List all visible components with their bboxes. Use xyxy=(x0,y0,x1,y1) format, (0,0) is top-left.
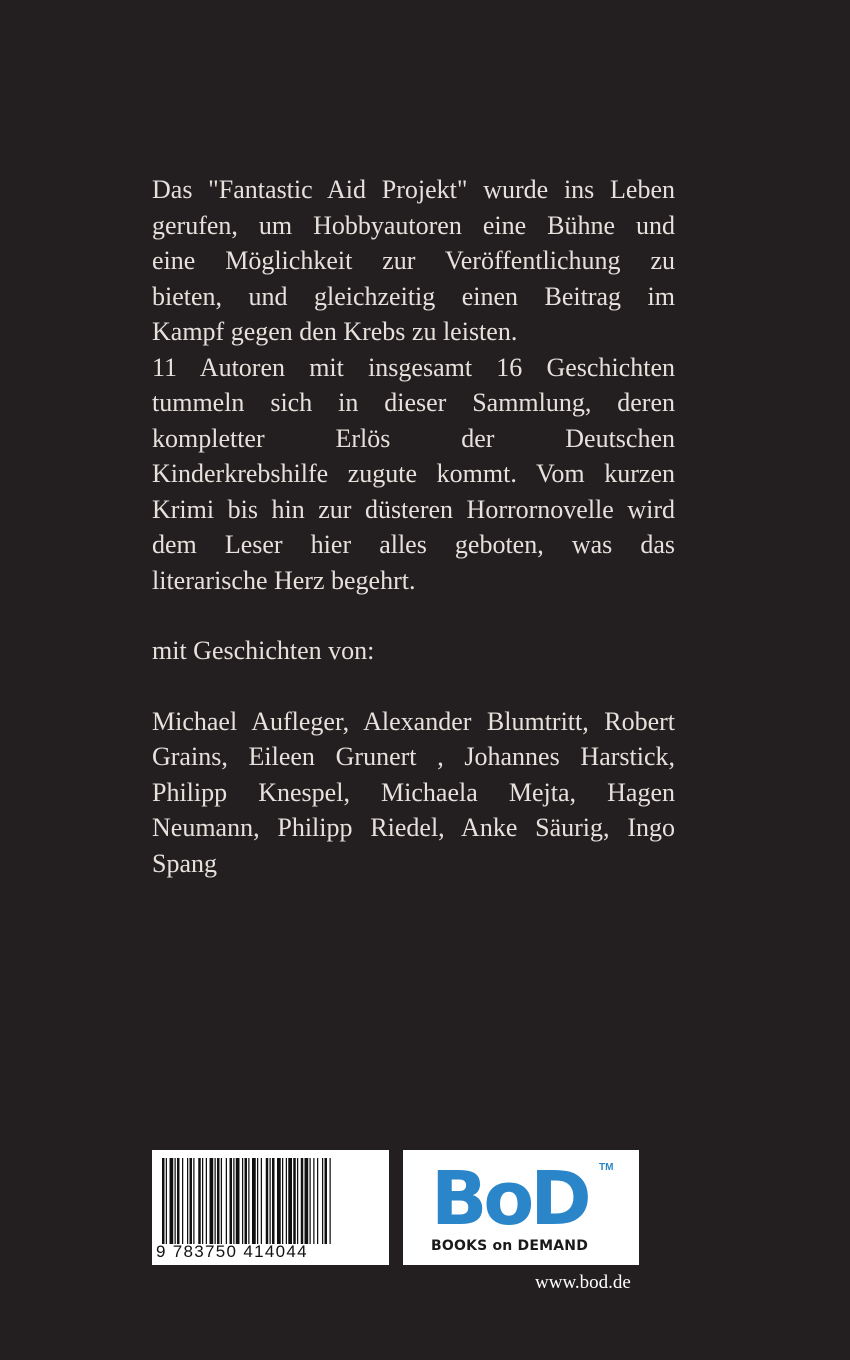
trademark-mark: TM xyxy=(599,1162,614,1173)
blurb-line: kompletter Erlös der Deutschen xyxy=(152,423,675,453)
barcode-bar xyxy=(330,1158,331,1244)
barcode-bar xyxy=(162,1158,165,1244)
blurb-line: Kinderkrebshilfe zugute kommt. Vom kurzen xyxy=(152,459,675,488)
authors-line: Grains, Eileen Grunert , Johannes Harstick, xyxy=(152,742,675,771)
barcode-bar xyxy=(261,1158,262,1244)
barcode-bar xyxy=(221,1158,222,1244)
barcode-bars xyxy=(162,1158,379,1244)
authors-line: Michael Aufleger, Alexander Blumtritt, Robert xyxy=(152,706,675,736)
blurb-line: dem Leser hier alles geboten, was das xyxy=(152,530,675,559)
barcode-bar xyxy=(245,1158,248,1244)
barcode-bar xyxy=(277,1158,281,1244)
blurb-line: Krimi bis hin zur düsteren Horrornovelle wird xyxy=(152,494,675,524)
blurb-line: gerufen, um Hobbyautoren eine Bühne und xyxy=(152,210,675,240)
authors-heading: mit Geschichten von: xyxy=(152,636,375,665)
bod-logo: BoD xyxy=(431,1156,588,1242)
barcode-bar xyxy=(313,1158,314,1244)
barcode-bar xyxy=(293,1158,296,1244)
barcode-bar xyxy=(215,1158,216,1244)
publisher-tagline: BOOKS on DEMAND xyxy=(431,1238,589,1254)
barcode-bar xyxy=(236,1158,240,1244)
barcode-bar xyxy=(187,1158,188,1244)
blurb-line: eine Möglichkeit zur Veröffentlichung zu xyxy=(152,246,675,275)
barcode-bar xyxy=(170,1158,174,1244)
barcode-bar xyxy=(266,1158,269,1244)
barcode-bar xyxy=(270,1158,271,1244)
authors-line: Spang xyxy=(152,848,217,878)
barcode-bar xyxy=(166,1158,167,1244)
barcode-bar xyxy=(252,1158,256,1244)
isbn-digits: 9 783750 414044 xyxy=(156,1242,308,1261)
blurb-line: bieten, und gleichzeitig einen Beitrag im xyxy=(152,281,675,311)
blurb-line: Kampf gegen den Krebs zu leisten. xyxy=(152,317,518,346)
barcode-bar xyxy=(217,1158,220,1244)
barcode-bar xyxy=(226,1158,227,1244)
barcode-bar xyxy=(286,1158,287,1244)
barcode-bar xyxy=(301,1158,304,1244)
barcode-bar xyxy=(182,1158,183,1244)
barcode-bar xyxy=(282,1158,283,1244)
barcode-bar xyxy=(190,1158,193,1244)
barcode-bar xyxy=(305,1158,309,1244)
blurb-line: 11 Autoren mit insgesamt 16 Geschichten xyxy=(152,352,675,382)
back-cover-text xyxy=(152,172,675,881)
barcode-bar xyxy=(297,1158,298,1244)
barcode-bar xyxy=(233,1158,234,1244)
barcode-bar xyxy=(230,1158,233,1244)
barcode-bar xyxy=(317,1158,318,1244)
publisher-logo-box xyxy=(403,1150,639,1265)
barcode-bar xyxy=(175,1158,176,1244)
barcode-bar xyxy=(202,1158,203,1244)
barcode-bar xyxy=(210,1158,214,1244)
publisher-url: www.bod.de xyxy=(535,1272,631,1293)
barcode-bar xyxy=(193,1158,194,1244)
barcode-bar xyxy=(257,1158,258,1244)
barcode-bar xyxy=(310,1158,311,1244)
authors-line: Neumann, Philipp Riedel, Anke Säurig, Ingo xyxy=(152,813,675,842)
blurb-line: literarische Herz begehrt. xyxy=(152,565,416,595)
barcode-bar xyxy=(177,1158,180,1244)
barcode-bar xyxy=(248,1158,249,1244)
authors-line: Philipp Knespel, Michaela Mejta, Hagen xyxy=(152,777,675,807)
barcode-bar xyxy=(272,1158,275,1244)
barcode-bar xyxy=(322,1158,323,1244)
barcode-bar xyxy=(198,1158,201,1244)
barcode-bar xyxy=(206,1158,207,1244)
blurb-line: Das "Fantastic Aid Projekt" wurde ins Leben xyxy=(152,175,675,204)
barcode-bar xyxy=(325,1158,328,1244)
barcode-bar xyxy=(288,1158,292,1244)
isbn-barcode xyxy=(152,1150,389,1265)
barcode-bar xyxy=(242,1158,243,1244)
blurb-line: tummeln sich in dieser Sammlung, deren xyxy=(152,388,675,417)
